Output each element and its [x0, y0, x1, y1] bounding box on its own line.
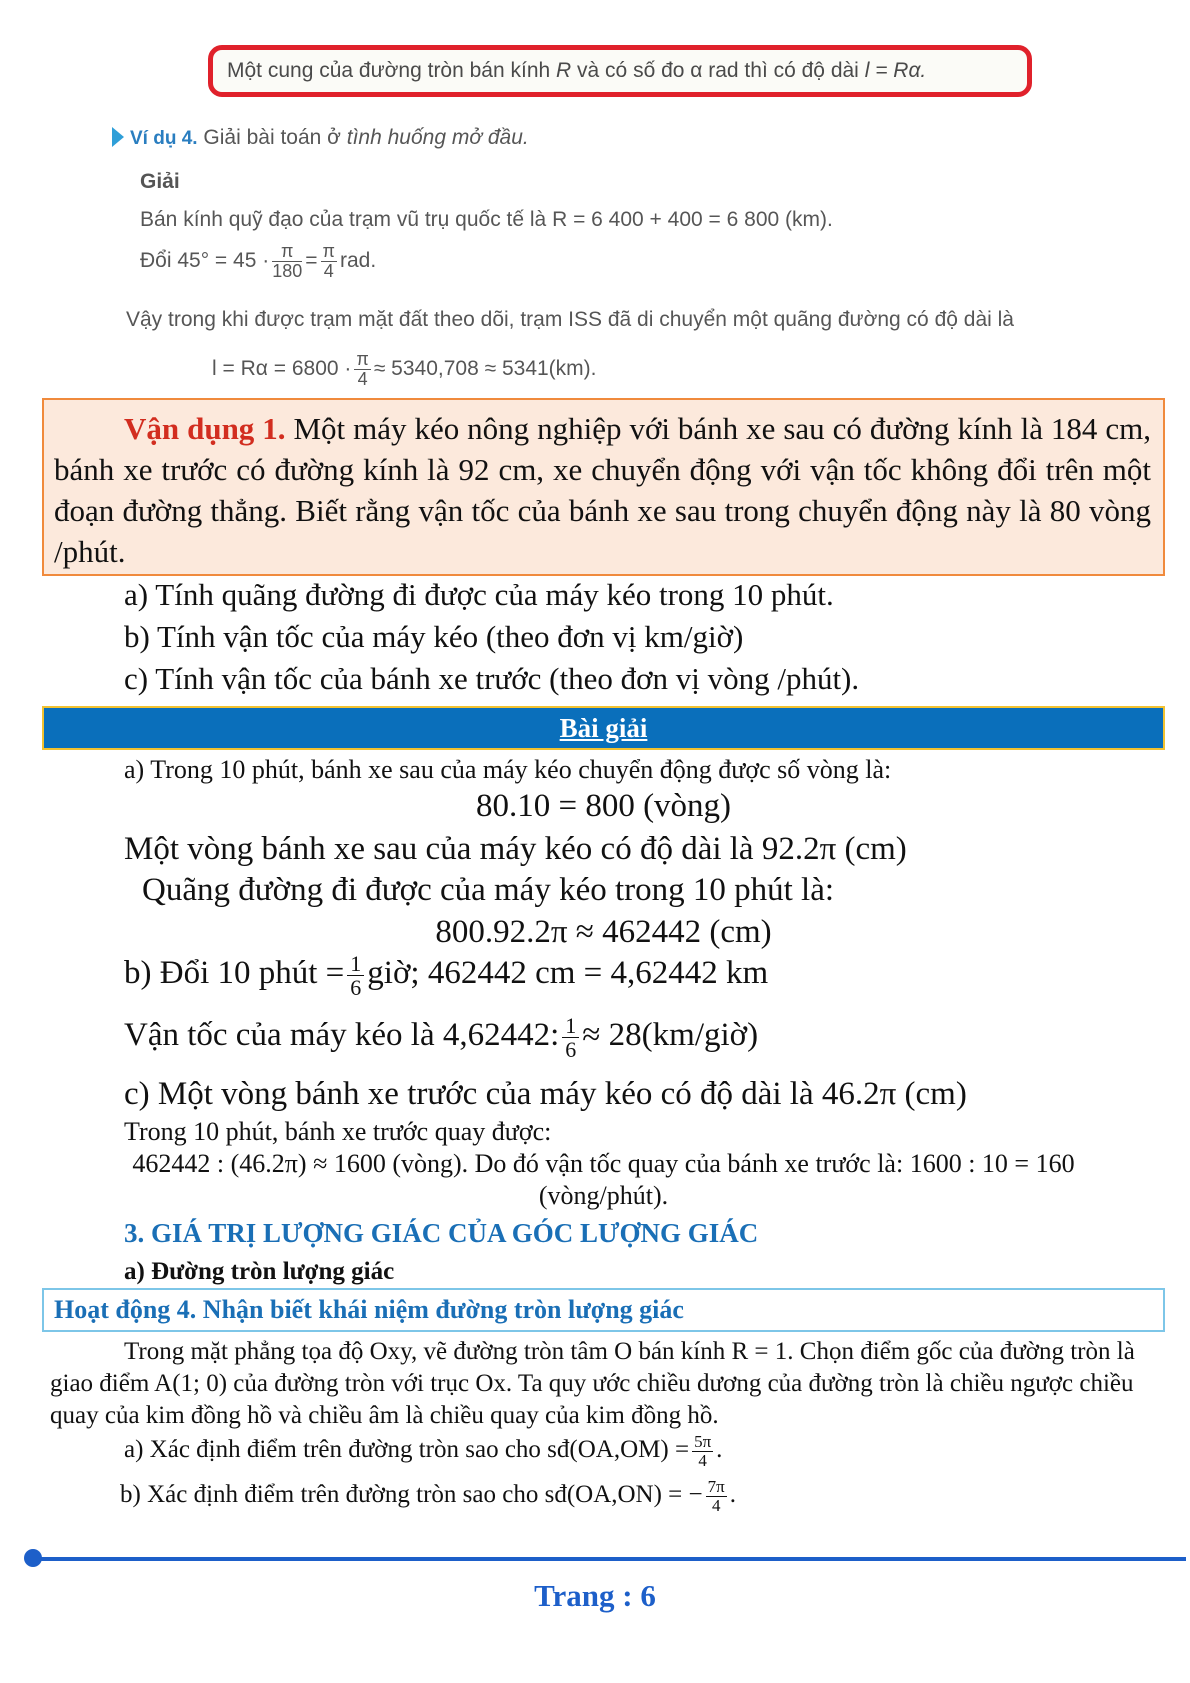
- definition-box: [208, 45, 1032, 97]
- fraction-7pi-4: [706, 1478, 727, 1515]
- fraction-den: 6: [350, 975, 362, 1001]
- item-b-prefix: b) Xác định điểm trên đường tròn sao cho sđ(OA,ON) = −: [120, 1481, 703, 1509]
- fraction-den: 4: [711, 1495, 721, 1515]
- example-conversion-line: [140, 242, 376, 281]
- fraction-one-sixth: [347, 952, 364, 999]
- item-a-dot: .: [716, 1436, 723, 1464]
- question-a: a) Tính quãng đường đi được của máy kéo trong 10 phút.: [124, 577, 834, 612]
- section-subtitle: a) Đường tròn lượng giác: [124, 1258, 395, 1285]
- example-label: Ví dụ 4.: [130, 128, 198, 149]
- item-b-dot: .: [729, 1481, 736, 1509]
- fraction-num: 5π: [694, 1432, 712, 1451]
- definition-prefix: Một cung của đường tròn bán kính: [227, 59, 557, 82]
- example-heading: [112, 126, 529, 150]
- section-title: 3. GIÁ TRỊ LƯỢNG GIÁC CỦA GÓC LƯỢNG GIÁC: [124, 1218, 759, 1248]
- solution-a-length: Một vòng bánh xe sau của máy kéo có độ dài là 92.2π (cm): [124, 831, 907, 867]
- fraction-den: 6: [565, 1037, 577, 1063]
- solution-a-equation: 80.10 = 800 (vòng): [475, 788, 732, 824]
- question-b: b) Tính vận tốc của máy kéo (theo đơn vị km/giờ): [124, 619, 744, 654]
- arc-prefix: l = Rα = 6800 ·: [212, 356, 352, 380]
- question-c: c) Tính vận tốc của bánh xe trước (theo đơn vị vòng /phút).: [124, 661, 860, 696]
- application-title: Vận dụng 1.: [124, 411, 286, 446]
- fraction-pi-4: [321, 242, 337, 281]
- solution-a-line: a) Trong 10 phút, bánh xe sau của máy kéo chuyển động được số vòng là:: [124, 755, 892, 784]
- page-number: Trang : 6: [534, 1578, 656, 1613]
- footer-divider: [26, 1557, 1186, 1561]
- definition-r: R: [556, 59, 572, 82]
- equals-sign: =: [305, 248, 318, 272]
- b-prefix: b) Đổi 10 phút =: [124, 955, 345, 992]
- solution-header: [42, 706, 1165, 750]
- fraction-num: π: [322, 241, 335, 261]
- velocity-prefix: Vận tốc của máy kéo là 4,62442:: [124, 1017, 560, 1054]
- solution-b-velocity: [124, 1014, 758, 1061]
- item-a-prefix: a) Xác định điểm trên đường tròn sao cho sđ(OA,OM) =: [124, 1436, 690, 1464]
- fraction-num: 1: [562, 1014, 579, 1038]
- velocity-suffix: ≈ 28(km/giờ): [582, 1017, 759, 1054]
- footer-dot-icon: [24, 1549, 42, 1567]
- application-text: Một máy kéo nông nghiệp với bánh xe sau có đường kính là 184 cm, bánh xe trước có đường kính là 92 cm, xe chuyển động với vận tốc không đổi trên một đoạn đường thẳng. Biết rằng vận tốc của bánh xe sau trong chuyển động này là 80 vòng /phút.: [54, 411, 1151, 569]
- application-box: [42, 398, 1165, 576]
- fraction-num: π: [356, 349, 369, 369]
- solution-c-line: c) Một vòng bánh xe trước của máy kéo có độ dài là 46.2π (cm): [124, 1076, 967, 1112]
- fraction-num: π: [272, 242, 302, 262]
- fraction-one-sixth: [562, 1014, 579, 1061]
- example-conclusion: Vậy trong khi được trạm mặt đất theo dõi, trạm ISS đã di chuyển một quãng đường có độ dài là: [126, 308, 1014, 331]
- triangle-arrow-icon: [112, 127, 124, 147]
- activity-header: Hoạt động 4. Nhận biết khái niệm đường tròn lượng giác: [42, 1288, 1165, 1332]
- example-arc-length: [212, 350, 597, 389]
- example-italic: tình huống mở đầu.: [346, 126, 529, 149]
- fraction-den: 4: [357, 368, 368, 389]
- fraction-5pi-4: [692, 1433, 713, 1470]
- example-solution-label: Giải: [140, 170, 180, 193]
- activity-item-a: [124, 1433, 722, 1470]
- example-text: Giải bài toán ở: [197, 126, 347, 149]
- solution-c-unit: (vòng/phút).: [538, 1181, 669, 1210]
- definition-formula: l = Rα.: [864, 59, 927, 82]
- activity-item-b: [120, 1478, 736, 1515]
- solution-a-road: Quãng đường đi được của máy kéo trong 10 phút là:: [142, 872, 835, 908]
- definition-middle: và có số đo α rad thì có độ dài: [571, 59, 865, 82]
- fraction-den: 4: [323, 260, 334, 281]
- solution-b-line: [124, 952, 768, 999]
- fraction-pi-4: [354, 350, 370, 389]
- solution-a-calc: 800.92.2π ≈ 462442 (cm): [435, 914, 772, 950]
- fraction-den: 4: [698, 1450, 707, 1470]
- example-radius-line: Bán kính quỹ đạo của trạm vũ trụ quốc tế là R = 6 400 + 400 = 6 800 (km).: [140, 208, 833, 231]
- fraction-den: 180: [272, 260, 303, 281]
- fraction-num: 7π: [707, 1477, 725, 1496]
- conversion-prefix: Đổi 45° = 45 ·: [140, 248, 270, 272]
- solution-title: Bài giải: [559, 713, 648, 743]
- rad-unit: rad.: [339, 248, 377, 272]
- solution-c-calc: 462442 : (46.2π) ≈ 1600 (vòng). Do đó vận tốc quay của bánh xe trước là: 1600 : 10 = 160: [132, 1149, 1075, 1178]
- activity-body: Trong mặt phẳng tọa độ Oxy, vẽ đường tròn tâm O bán kính R = 1. Chọn điểm gốc của đường tròn là giao điểm A(1; 0) của đường tròn với trục Ox. Ta quy ước chiều dương của đường tròn là chiều ngược chiều quay của kim đồng hồ và chiều âm là chiều quay của kim đồng hồ.: [50, 1338, 1135, 1429]
- b-suffix: giờ; 462442 cm = 4,62442 km: [367, 955, 769, 992]
- fraction-num: 1: [347, 952, 364, 976]
- arc-suffix: ≈ 5340,708 ≈ 5341(km).: [373, 356, 597, 380]
- activity-text: [50, 1336, 1155, 1432]
- solution-c-in10: Trong 10 phút, bánh xe trước quay được:: [124, 1117, 552, 1146]
- fraction-pi-180: [272, 242, 302, 281]
